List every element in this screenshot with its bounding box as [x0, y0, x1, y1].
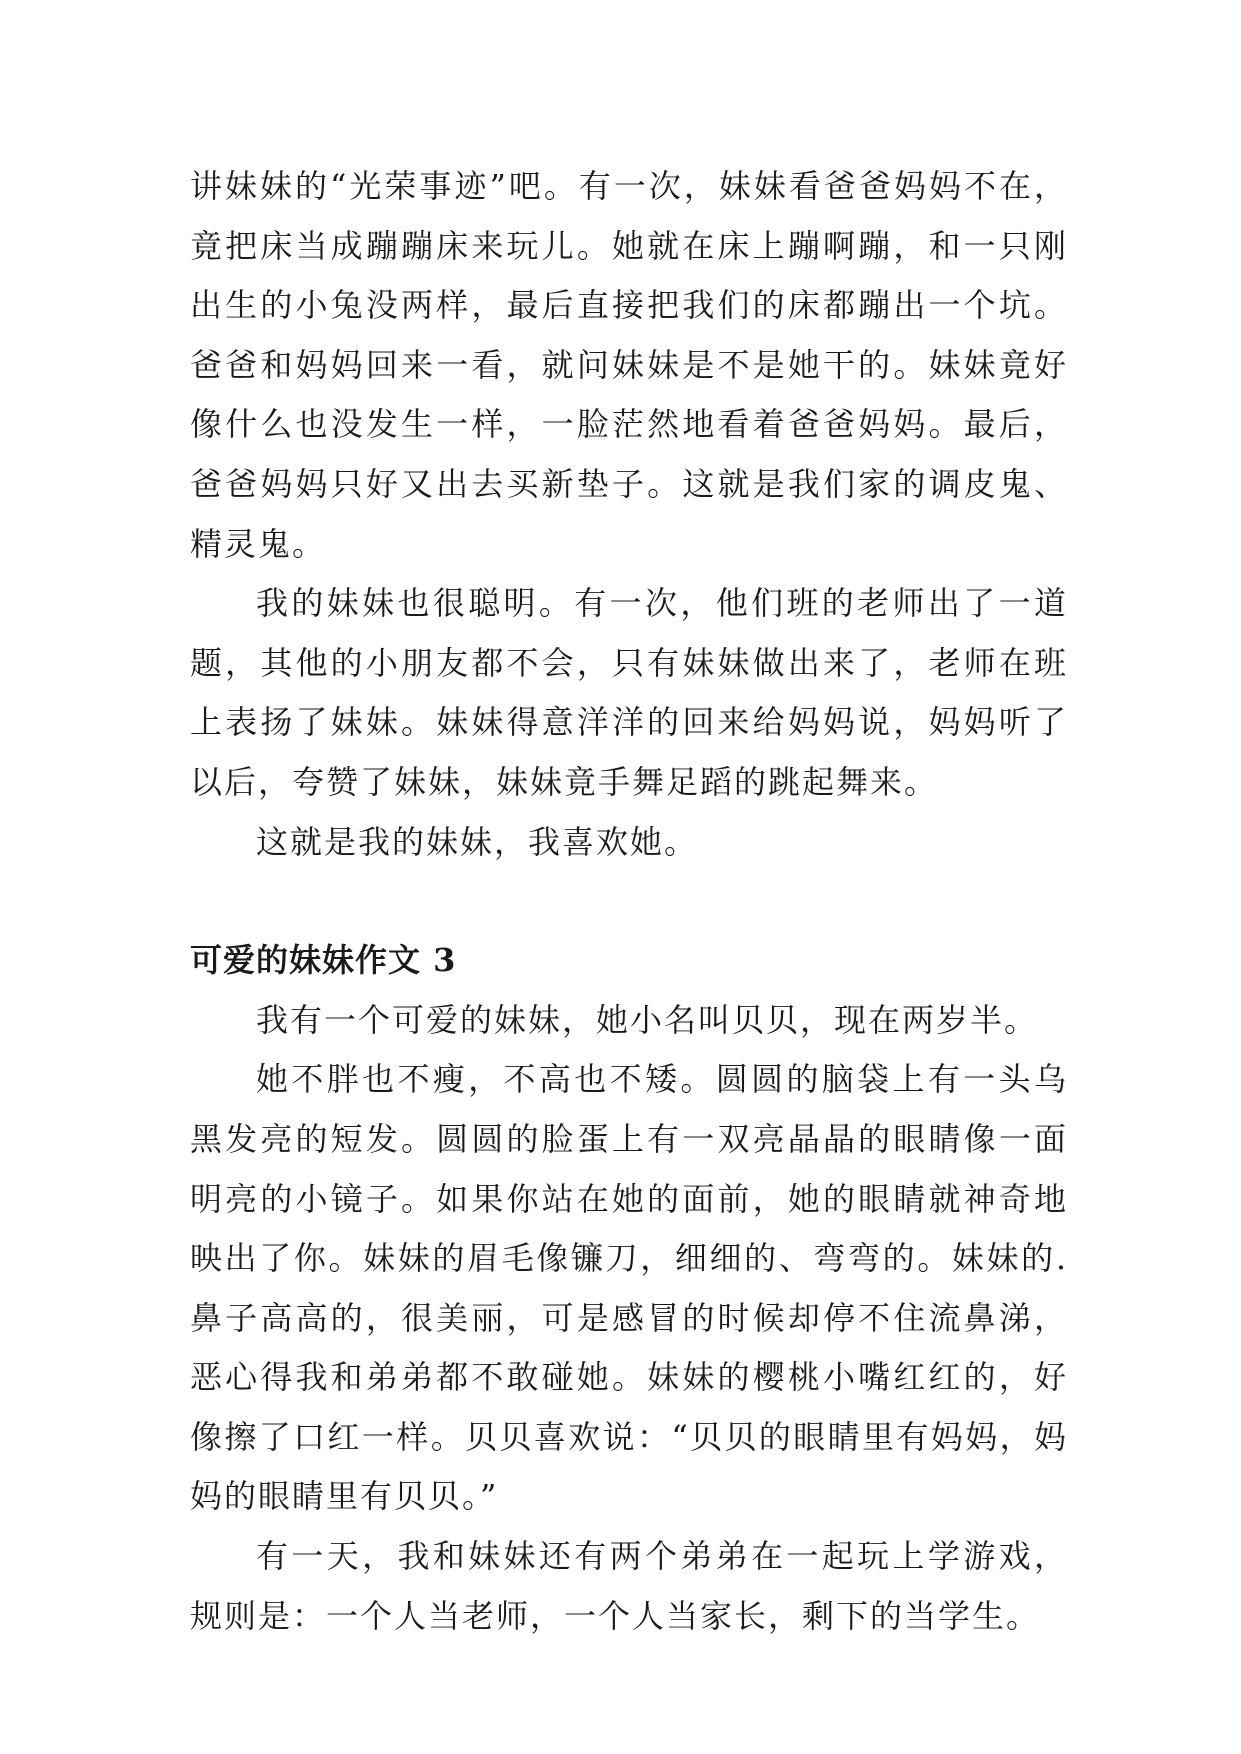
paragraph-appearance: 她不胖也不瘦，不高也不矮。圆圆的脑袋上有一头乌黑发亮的短发。圆圆的脸蛋上有一双亮晶晶的眼睛像一面明亮的小镜子。如果你站在她的面前，她的眼睛就神奇地映出了你。妹妹的眉毛像镰刀，细细的、弯弯的。妹妹的.鼻子高高的，很美丽，可是感冒的时候却停不住流鼻涕，恶心得我和弟弟都不敢碰她。妹妹的樱桃小嘴红红的，好像擦了口红一样。贝贝喜欢说：“贝贝的眼睛里有妈妈，妈妈的眼睛里有贝贝。”: [190, 1060, 1068, 1516]
section-title: 可爱的妹妹作文 3: [190, 941, 457, 980]
paragraph-sister-smart: 我的妹妹也很聪明。有一次，他们班的老师出了一道题，其他的小朋友都不会，只有妹妹做出来了，老师在班上表扬了妹妹。妹妹得意洋洋的回来给妈妈说，妈妈听了以后，夸赞了妹妹，妹妹竟手舞足蹈的跳起舞来。: [190, 584, 1068, 801]
document-page: [190, 157, 1068, 1646]
paragraph-intro: 我有一个可爱的妹妹，她小名叫贝贝，现在两岁半。: [256, 1000, 1039, 1039]
paragraph-conclusion: 这就是我的妹妹，我喜欢她。: [256, 822, 699, 861]
paragraph-sister-mischief: 讲妹妹的“光荣事迹”吧。有一次，妹妹看爸爸妈妈不在，竟把床当成蹦蹦床来玩儿。她就在床上蹦啊蹦，和一只刚出生的小兔没两样，最后直接把我们的床都蹦出一个坑。爸爸和妈妈回来一看，就问妹妹是不是她干的。妹妹竟好像什么也没发生一样，一脸茫然地看着爸爸妈妈。最后，爸爸妈妈只好又出去买新垫子。这就是我们家的调皮鬼、精灵鬼。: [190, 167, 1068, 563]
paragraph-game: 有一天，我和妹妹还有两个弟弟在一起玩上学游戏，规则是：一个人当老师，一个人当家长，剩下的当学生。: [190, 1537, 1068, 1635]
section-gap: [190, 872, 1068, 931]
